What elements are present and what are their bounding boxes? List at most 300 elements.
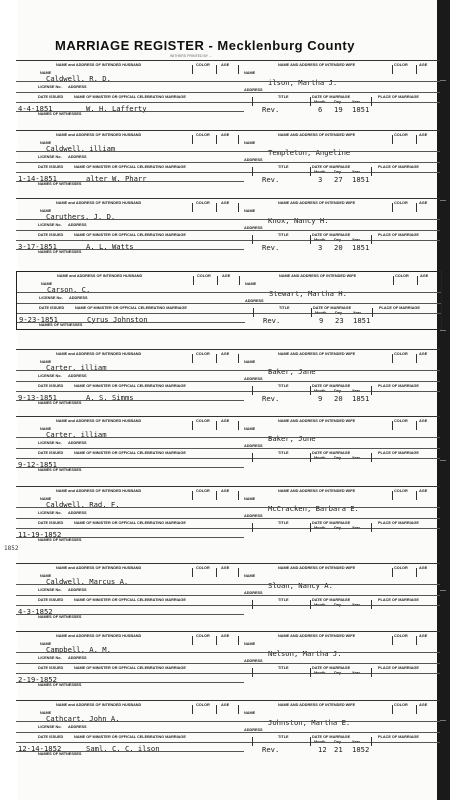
form-cell-divider xyxy=(392,636,393,645)
wife-name: Baker, June xyxy=(268,434,316,443)
husband-name: Caldwell, Rad. F. xyxy=(46,500,120,509)
day-label: Day xyxy=(334,100,341,104)
form-cell-divider xyxy=(192,203,193,212)
year-label: Year xyxy=(352,100,361,104)
form-cell-divider xyxy=(252,668,253,677)
name-label: NAME xyxy=(244,360,256,364)
form-rule xyxy=(16,151,440,152)
form-rule xyxy=(17,292,441,293)
date-issued-label: DATE ISSUED xyxy=(38,233,64,237)
form-cell-divider xyxy=(310,523,311,532)
marriage-day: 23 xyxy=(335,316,344,325)
title-label: TITLE xyxy=(278,233,289,237)
husband-header-label: NAME and ADDRESS OF INTENDED HUSBAND xyxy=(56,133,142,137)
name-label: NAME xyxy=(244,574,256,578)
month-label: Month xyxy=(314,389,326,393)
age-label: AGE xyxy=(419,489,428,493)
register-entry xyxy=(16,349,440,407)
date-issued: 2-19-1852 xyxy=(18,675,57,684)
husband-header-label: NAME and ADDRESS OF INTENDED HUSBAND xyxy=(56,63,142,67)
age-label: AGE xyxy=(221,352,230,356)
address-label: ADDRESS xyxy=(68,223,87,227)
license-label: LICENSE No. xyxy=(38,374,62,378)
form-cell-divider xyxy=(238,421,239,430)
form-rule xyxy=(16,381,440,382)
form-cell-divider xyxy=(192,636,193,645)
address-label: ADDRESS xyxy=(244,728,263,732)
age-label: AGE xyxy=(419,703,428,707)
form-cell-divider xyxy=(416,705,417,714)
age-label: AGE xyxy=(221,703,230,707)
date-issued: 4-4-1851 xyxy=(18,104,53,113)
place-of-marriage-label: PLACE OF MARRIAGE xyxy=(379,306,420,310)
witnesses-label: NAMES OF WITNESSES xyxy=(38,468,82,472)
date-of-marriage-label: DATE OF MARRIAGE xyxy=(312,95,351,99)
form-cell-divider xyxy=(216,568,217,577)
form-cell-divider xyxy=(238,65,239,74)
color-label: COLOR xyxy=(196,201,210,205)
form-cell-divider xyxy=(371,97,372,106)
title-label: TITLE xyxy=(278,384,289,388)
color-label: COLOR xyxy=(394,63,408,67)
title-label: TITLE xyxy=(278,598,289,602)
witnesses-label: NAMES OF WITNESSES xyxy=(38,752,82,756)
form-rule xyxy=(16,467,244,468)
wife-name: Templeton, Angeline xyxy=(268,148,351,157)
form-cell-divider xyxy=(371,600,372,609)
form-cell-divider xyxy=(192,491,193,500)
form-rule xyxy=(16,742,440,743)
form-rule xyxy=(16,682,244,683)
date-issued-label: DATE ISSUED xyxy=(38,165,64,169)
form-cell-divider xyxy=(252,235,253,244)
name-label: NAME xyxy=(244,141,256,145)
form-cell-divider xyxy=(252,167,253,176)
form-cell-divider xyxy=(392,421,393,430)
age-label: AGE xyxy=(221,201,230,205)
wife-name: Sloan, Nancy A. xyxy=(268,581,333,590)
form-cell-divider xyxy=(310,386,311,395)
form-cell-divider xyxy=(238,491,239,500)
wife-name: Nelson, Martha J. xyxy=(268,649,342,658)
wife-name: Knox, Nancy H. xyxy=(268,216,329,225)
minister-label: NAME OF MINISTER OR OFFICIAL CELEBRATING MARRIAGE xyxy=(75,306,187,310)
color-label: COLOR xyxy=(394,419,408,423)
form-cell-divider xyxy=(416,354,417,363)
license-label: LICENSE No. xyxy=(38,223,62,227)
day-label: Day xyxy=(334,170,341,174)
witnesses-label: NAMES OF WITNESSES xyxy=(39,323,83,327)
form-rule xyxy=(16,595,440,596)
form-rule xyxy=(16,437,440,438)
marriage-day: 27 xyxy=(334,175,343,184)
form-cell-divider xyxy=(416,491,417,500)
wife-header-label: NAME AND ADDRESS OF INTENDED WIFE xyxy=(278,566,356,570)
form-cell-divider xyxy=(238,636,239,645)
age-label: AGE xyxy=(419,634,428,638)
marriage-month: 3 xyxy=(318,243,323,252)
form-cell-divider xyxy=(216,421,217,430)
name-label: NAME xyxy=(40,497,52,501)
husband-header-label: NAME and ADDRESS OF INTENDED HUSBAND xyxy=(57,274,143,278)
year-label: Year xyxy=(352,603,361,607)
minister-name: A. L. Watts xyxy=(86,242,134,251)
place-of-marriage-label: PLACE OF MARRIAGE xyxy=(378,735,419,739)
place-of-marriage-label: PLACE OF MARRIAGE xyxy=(378,165,419,169)
name-label: NAME xyxy=(40,711,52,715)
form-rule xyxy=(17,303,441,304)
form-cell-divider xyxy=(372,308,373,317)
form-cell-divider xyxy=(371,453,372,462)
wife-name: ilson, Martha J. xyxy=(268,78,338,87)
minister-label: NAME OF MINISTER OR OFFICIAL CELEBRATING MARRIAGE xyxy=(74,735,186,739)
name-label: NAME xyxy=(40,574,52,578)
register-entry xyxy=(16,486,440,544)
date-issued-label: DATE ISSUED xyxy=(38,598,64,602)
color-label: COLOR xyxy=(394,566,408,570)
form-rule xyxy=(16,249,244,250)
form-cell-divider xyxy=(392,65,393,74)
husband-name: Carson, C. xyxy=(47,285,91,294)
age-label: AGE xyxy=(221,63,230,67)
form-rule xyxy=(16,751,244,752)
form-cell-divider xyxy=(192,135,193,144)
place-of-marriage-label: PLACE OF MARRIAGE xyxy=(378,451,419,455)
place-of-marriage-label: PLACE OF MARRIAGE xyxy=(378,95,419,99)
license-label: LICENSE No. xyxy=(38,155,62,159)
date-issued: 1-14-1851 xyxy=(18,174,57,183)
minister-label: NAME OF MINISTER OR OFFICIAL CELEBRATING MARRIAGE xyxy=(74,95,186,99)
husband-header-label: NAME and ADDRESS OF INTENDED HUSBAND xyxy=(56,201,142,205)
form-rule xyxy=(16,400,244,401)
date-of-marriage-label: DATE OF MARRIAGE xyxy=(312,384,351,388)
year-label: Year xyxy=(352,238,361,242)
form-cell-divider xyxy=(238,135,239,144)
witnesses-label: NAMES OF WITNESSES xyxy=(38,401,82,405)
form-rule xyxy=(16,81,440,82)
form-cell-divider xyxy=(416,636,417,645)
address-label: ADDRESS xyxy=(68,374,87,378)
witnesses-label: NAMES OF WITNESSES xyxy=(38,112,82,116)
margin-note: 1852 xyxy=(4,545,19,552)
witnesses-label: NAMES OF WITNESSES xyxy=(38,182,82,186)
color-label: COLOR xyxy=(395,274,409,278)
color-label: COLOR xyxy=(394,634,408,638)
form-rule xyxy=(16,102,440,103)
age-label: AGE xyxy=(221,489,230,493)
color-label: COLOR xyxy=(196,419,210,423)
date-of-marriage-label: DATE OF MARRIAGE xyxy=(312,451,351,455)
place-of-marriage-label: PLACE OF MARRIAGE xyxy=(378,521,419,525)
name-label: NAME xyxy=(40,71,52,75)
form-cell-divider xyxy=(238,354,239,363)
form-rule xyxy=(16,240,440,241)
age-label: AGE xyxy=(419,352,428,356)
form-rule xyxy=(16,518,440,519)
address-label: ADDRESS xyxy=(244,659,263,663)
minister-name: W. H. Lafferty xyxy=(86,104,147,113)
husband-name: Carter, illiam xyxy=(46,363,107,372)
form-cell-divider xyxy=(371,167,372,176)
color-label: COLOR xyxy=(196,133,210,137)
age-label: AGE xyxy=(221,566,230,570)
name-label: NAME xyxy=(244,71,256,75)
age-label: AGE xyxy=(222,274,231,278)
marriage-day: 21 xyxy=(334,745,343,754)
month-label: Month xyxy=(314,100,326,104)
marriage-month: 9 xyxy=(318,394,323,403)
marriage-month: 6 xyxy=(318,105,323,114)
form-rule xyxy=(16,721,440,722)
husband-name: Cathcart, John A. xyxy=(46,714,120,723)
register-entry xyxy=(16,700,440,758)
month-label: Month xyxy=(314,740,326,744)
color-label: COLOR xyxy=(394,489,408,493)
license-label: LICENSE No. xyxy=(38,441,62,445)
address-label: ADDRESS xyxy=(68,725,87,729)
address-label: ADDRESS xyxy=(244,591,263,595)
marriage-day: 19 xyxy=(334,105,343,114)
form-cell-divider xyxy=(416,135,417,144)
age-label: AGE xyxy=(419,133,428,137)
form-cell-divider xyxy=(417,276,418,285)
name-label: NAME xyxy=(40,360,52,364)
address-label: ADDRESS xyxy=(68,656,87,660)
license-label: LICENSE No. xyxy=(39,296,63,300)
title-label: TITLE xyxy=(279,306,290,310)
form-cell-divider xyxy=(216,354,217,363)
license-label: LICENSE No. xyxy=(38,725,62,729)
date-issued-label: DATE ISSUED xyxy=(38,451,64,455)
form-cell-divider xyxy=(311,308,312,317)
date-issued-label: DATE ISSUED xyxy=(38,521,64,525)
form-cell-divider xyxy=(252,600,253,609)
color-label: COLOR xyxy=(196,703,210,707)
place-of-marriage-label: PLACE OF MARRIAGE xyxy=(378,666,419,670)
color-label: COLOR xyxy=(197,274,211,278)
date-issued-label: DATE ISSUED xyxy=(38,95,64,99)
age-label: AGE xyxy=(420,274,429,278)
register-entry xyxy=(16,271,442,330)
form-rule xyxy=(16,458,440,459)
date-issued: 9-23-1851 xyxy=(19,315,58,324)
address-label: ADDRESS xyxy=(244,514,263,518)
minister-label: NAME OF MINISTER OR OFFICIAL CELEBRATING MARRIAGE xyxy=(74,165,186,169)
form-cell-divider xyxy=(193,276,194,285)
month-label: Month xyxy=(314,671,326,675)
date-of-marriage-label: DATE OF MARRIAGE xyxy=(312,598,351,602)
address-label: ADDRESS xyxy=(68,588,87,592)
officiant-title: Rev. xyxy=(262,745,280,754)
form-cell-divider xyxy=(392,135,393,144)
title-label: TITLE xyxy=(278,95,289,99)
form-rule xyxy=(16,92,440,93)
date-of-marriage-label: DATE OF MARRIAGE xyxy=(312,233,351,237)
month-label: Month xyxy=(314,456,326,460)
form-cell-divider xyxy=(416,568,417,577)
form-cell-divider xyxy=(216,705,217,714)
printer-credit: WITHERS PRINTED BY ... xyxy=(170,54,212,58)
date-issued-label: DATE ISSUED xyxy=(39,306,65,310)
register-title: MARRIAGE REGISTER - Mecklenburg County xyxy=(55,38,355,53)
title-label: TITLE xyxy=(278,451,289,455)
form-rule xyxy=(16,584,440,585)
age-label: AGE xyxy=(419,419,428,423)
color-label: COLOR xyxy=(196,352,210,356)
address-label: ADDRESS xyxy=(69,296,88,300)
form-cell-divider xyxy=(310,737,311,746)
color-label: COLOR xyxy=(394,201,408,205)
address-label: ADDRESS xyxy=(68,511,87,515)
form-cell-divider xyxy=(310,668,311,677)
register-entry xyxy=(16,130,440,188)
color-label: COLOR xyxy=(196,634,210,638)
form-cell-divider xyxy=(310,235,311,244)
officiant-title: Rev. xyxy=(262,243,280,252)
color-label: COLOR xyxy=(394,133,408,137)
minister-name: Saml. C. C. ilson xyxy=(86,744,160,753)
address-label: ADDRESS xyxy=(244,377,263,381)
form-cell-divider xyxy=(192,568,193,577)
day-label: Day xyxy=(334,456,341,460)
year-label: Year xyxy=(353,311,362,315)
husband-header-label: NAME and ADDRESS OF INTENDED HUSBAND xyxy=(56,352,142,356)
wife-header-label: NAME AND ADDRESS OF INTENDED WIFE xyxy=(278,634,356,638)
form-rule xyxy=(16,219,440,220)
minister-label: NAME OF MINISTER OR OFFICIAL CELEBRATING MARRIAGE xyxy=(74,233,186,237)
color-label: COLOR xyxy=(196,63,210,67)
form-cell-divider xyxy=(310,453,311,462)
form-rule xyxy=(16,181,244,182)
form-cell-divider xyxy=(392,491,393,500)
husband-name: Caldwell, illiam xyxy=(46,144,116,153)
year-label: Year xyxy=(352,389,361,393)
register-entry xyxy=(16,563,440,621)
form-cell-divider xyxy=(192,705,193,714)
month-label: Month xyxy=(314,603,326,607)
form-cell-divider xyxy=(392,354,393,363)
year-label: Year xyxy=(352,526,361,530)
witnesses-label: NAMES OF WITNESSES xyxy=(38,683,82,687)
day-label: Day xyxy=(334,526,341,530)
form-cell-divider xyxy=(252,737,253,746)
officiant-title: Rev. xyxy=(263,316,281,325)
day-label: Day xyxy=(334,671,341,675)
form-rule xyxy=(16,732,440,733)
date-issued: 11-19-1852 xyxy=(18,530,62,539)
age-label: AGE xyxy=(221,634,230,638)
form-cell-divider xyxy=(392,705,393,714)
form-cell-divider xyxy=(416,65,417,74)
age-label: AGE xyxy=(221,133,230,137)
wife-name: Stewart, Martha H. xyxy=(269,289,347,298)
form-cell-divider xyxy=(217,276,218,285)
date-issued: 9-12-1851 xyxy=(18,460,57,469)
witnesses-label: NAMES OF WITNESSES xyxy=(38,250,82,254)
month-label: Month xyxy=(314,238,326,242)
marriage-year: 1851 xyxy=(352,175,370,184)
form-rule xyxy=(17,322,245,323)
officiant-title: Rev. xyxy=(262,394,280,403)
month-label: Month xyxy=(314,170,326,174)
address-label: ADDRESS xyxy=(244,226,263,230)
title-label: TITLE xyxy=(278,521,289,525)
form-rule xyxy=(16,111,244,112)
form-cell-divider xyxy=(416,203,417,212)
marriage-day: 20 xyxy=(334,243,343,252)
date-issued-label: DATE ISSUED xyxy=(38,666,64,670)
color-label: COLOR xyxy=(196,489,210,493)
form-cell-divider xyxy=(392,203,393,212)
color-label: COLOR xyxy=(196,566,210,570)
wife-header-label: NAME AND ADDRESS OF INTENDED WIFE xyxy=(278,133,356,137)
title-label: TITLE xyxy=(278,666,289,670)
date-issued-label: DATE ISSUED xyxy=(38,735,64,739)
wife-header-label: NAME AND ADDRESS OF INTENDED WIFE xyxy=(278,63,356,67)
day-label: Day xyxy=(334,389,341,393)
wife-name: McCracken, Barbara E. xyxy=(268,504,359,513)
form-rule xyxy=(16,391,440,392)
form-cell-divider xyxy=(238,705,239,714)
place-of-marriage-label: PLACE OF MARRIAGE xyxy=(378,384,419,388)
register-entry xyxy=(16,631,440,689)
date-of-marriage-label: DATE OF MARRIAGE xyxy=(312,165,351,169)
age-label: AGE xyxy=(419,566,428,570)
form-cell-divider xyxy=(192,421,193,430)
name-label: NAME xyxy=(245,282,257,286)
marriage-year: 1851 xyxy=(352,105,370,114)
marriage-year: 1852 xyxy=(352,745,370,754)
form-rule xyxy=(16,614,244,615)
form-cell-divider xyxy=(252,386,253,395)
register-entry xyxy=(16,416,440,474)
form-rule xyxy=(16,172,440,173)
age-label: AGE xyxy=(221,419,230,423)
form-cell-divider xyxy=(393,276,394,285)
year-label: Year xyxy=(352,671,361,675)
form-cell-divider xyxy=(192,65,193,74)
title-label: TITLE xyxy=(278,735,289,739)
minister-name: Cyrus Johnston xyxy=(87,315,148,324)
form-rule xyxy=(16,507,440,508)
form-cell-divider xyxy=(253,308,254,317)
officiant-title: Rev. xyxy=(262,175,280,184)
husband-name: Caldwell, Marcus A. xyxy=(46,577,129,586)
form-cell-divider xyxy=(392,568,393,577)
address-label: ADDRESS xyxy=(68,441,87,445)
form-cell-divider xyxy=(416,421,417,430)
place-of-marriage-label: PLACE OF MARRIAGE xyxy=(378,233,419,237)
year-label: Year xyxy=(352,456,361,460)
register-entry xyxy=(16,60,440,118)
wife-header-label: NAME AND ADDRESS OF INTENDED WIFE xyxy=(278,703,356,707)
husband-name: Caldwell, R. D. xyxy=(46,74,111,83)
day-label: Day xyxy=(334,238,341,242)
minister-label: NAME OF MINISTER OR OFFICIAL CELEBRATING MARRIAGE xyxy=(74,451,186,455)
wife-header-label: NAME AND ADDRESS OF INTENDED WIFE xyxy=(278,489,356,493)
form-cell-divider xyxy=(252,453,253,462)
form-cell-divider xyxy=(216,203,217,212)
form-rule xyxy=(16,673,440,674)
form-cell-divider xyxy=(252,523,253,532)
form-rule xyxy=(16,528,440,529)
wife-name: Johnston, Martha E. xyxy=(268,718,351,727)
form-rule xyxy=(16,230,440,231)
form-cell-divider xyxy=(371,737,372,746)
form-cell-divider xyxy=(310,167,311,176)
form-rule xyxy=(17,313,441,314)
year-label: Year xyxy=(352,740,361,744)
